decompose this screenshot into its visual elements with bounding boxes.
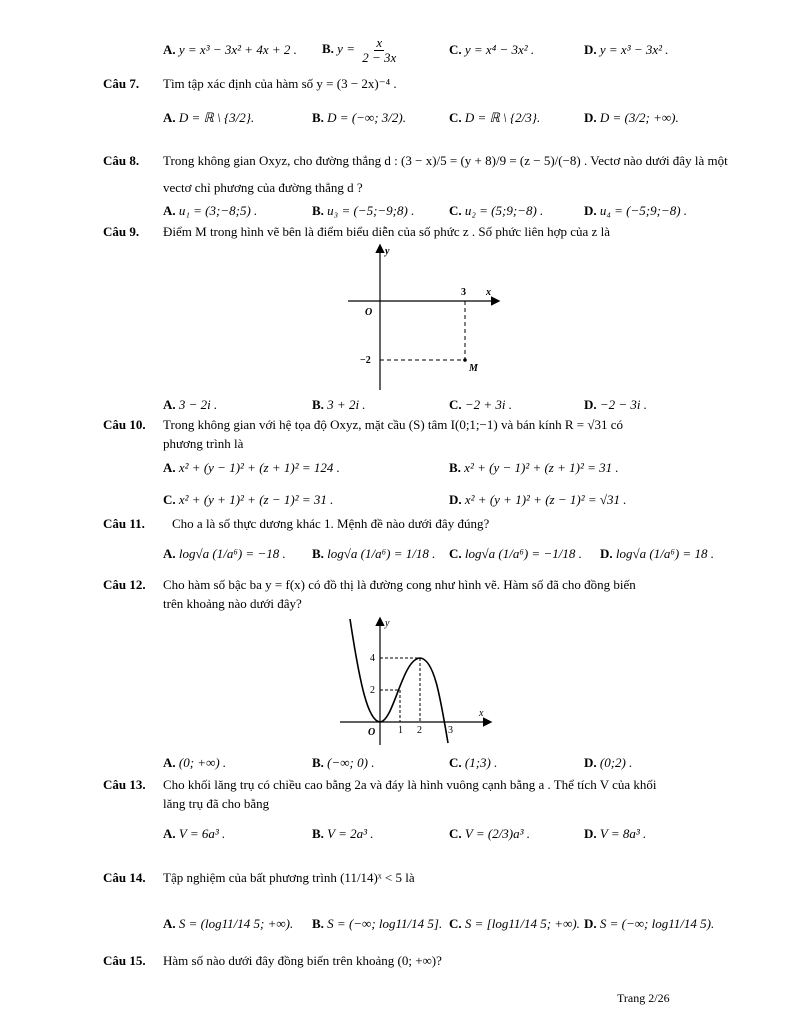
q9-option-a: A. 3 − 2i . [163, 397, 218, 412]
tick-y2: 2 [370, 685, 375, 696]
q7-option-a: A. D = ℝ \ {3/2}. [163, 110, 255, 125]
q6-option-c: C. y = x⁴ − 3x² . [449, 42, 535, 57]
q8-option-c: C. u₂ = (5;9;−8) . [449, 203, 544, 218]
q12-option-d: D. (0;2) . [584, 755, 633, 770]
question-text: Điểm M trong hình vẽ bên là điểm biểu diễn của số phức z . Số phức liên hợp của z là [163, 224, 610, 239]
tick-3: 3 [461, 287, 466, 298]
question-text-continued: vectơ chỉ phương của đường thẳng d ? [163, 180, 363, 195]
q9-option-c: C. −2 + 3i . [449, 397, 513, 412]
question-text: Hàm số nào dưới đây đồng biến trên khoảng (0; +∞)? [163, 953, 442, 968]
q11-option-c: C. log√a (1/a⁶) = −1/18 . [449, 546, 582, 561]
origin-label: O [365, 307, 373, 318]
cubic-graph-figure [336, 615, 496, 747]
question-number: Câu 14. [103, 870, 146, 885]
q8-option-b: B. u₃ = (−5;−9;8) . [312, 203, 415, 218]
y-label: y [385, 246, 390, 257]
q12-option-a: A. (0; +∞) . [163, 755, 227, 770]
question-text: Cho khối lăng trụ có chiều cao bằng 2a và đáy là hình vuông cạnh bằng a . Thể tích V của khối [163, 777, 657, 792]
question-text: Cho hàm số bậc ba y = f(x) có đồ thị là đường cong như hình vẽ. Hàm số đã cho đồng biến [163, 577, 636, 592]
question-text: Trong không gian với hệ tọa độ Oxyz, mặt cầu (S) tâm I(0;1;−1) và bán kính R = √31 có [163, 417, 624, 432]
q8-option-a: A. u₁ = (3;−8;5) . [163, 203, 258, 218]
m-label: M [469, 363, 478, 374]
q10-option-a: A. x² + (y − 1)² + (z + 1)² = 124 . [163, 460, 340, 475]
q7-option-d: D. D = (3/2; +∞). [584, 110, 679, 125]
tick-y4: 4 [370, 653, 375, 664]
question-number: Câu 8. [103, 153, 140, 168]
q14-option-c: C. S = [log11/14 5; +∞). [449, 916, 580, 931]
q11-option-b: B. log√a (1/a⁶) = 1/18 . [312, 546, 436, 561]
q6-option-a: A. y = x³ − 3x² + 4x + 2 . [163, 42, 297, 57]
q12-option-b: B. (−∞; 0) . [312, 755, 375, 770]
q9-option-b: B. 3 + 2i . [312, 397, 366, 412]
point-m [463, 358, 467, 362]
page-number: Trang 2/26 [617, 991, 670, 1005]
q11-option-d: D. log√a (1/a⁶) = 18 . [600, 546, 714, 561]
q13-option-b: B. V = 2a³ . [312, 826, 374, 841]
q14-option-d: D. S = (−∞; log11/14 5). [584, 916, 715, 931]
y-label: y [385, 618, 390, 629]
question-text: Tập nghiệm của bất phương trình (11/14)ˣ < 5 là [163, 870, 415, 885]
origin-label: O [368, 727, 376, 738]
tick-x2: 2 [417, 725, 422, 736]
question-number: Câu 9. [103, 224, 140, 239]
tick-minus-2: −2 [360, 355, 371, 366]
q6-option-d: D. y = x³ − 3x² . [584, 42, 669, 57]
question-number: Câu 12. [103, 577, 146, 592]
tick-x1: 1 [398, 725, 403, 736]
x-label: x [486, 287, 491, 298]
tick-x3: 3 [448, 725, 453, 736]
q7-option-b: B. D = (−∞; 3/2). [312, 110, 406, 125]
question-number: Câu 11. [103, 516, 145, 531]
q14-option-b: B. S = (−∞; log11/14 5]. [312, 916, 443, 931]
q10-option-c: C. x² + (y + 1)² + (z − 1)² = 31 . [163, 492, 334, 507]
q8-option-d: D. u₄ = (−5;9;−8) . [584, 203, 688, 218]
q13-option-a: A. V = 6a³ . [163, 826, 226, 841]
q14-option-a: A. S = (log11/14 5; +∞). [163, 916, 294, 931]
q13-option-c: C. V = (2/3)a³ . [449, 826, 531, 841]
q6-option-b: B. y = $\frac{x}{2 - 3x}$ [322, 35, 397, 65]
question-text: Cho a là số thực dương khác 1. Mệnh đề nào dưới đây đúng? [172, 516, 490, 531]
q9-option-d: D. −2 − 3i . [584, 397, 648, 412]
question-text-continued: trên khoảng nào dưới đây? [163, 596, 302, 611]
q11-option-a: A. log√a (1/a⁶) = −18 . [163, 546, 286, 561]
q12-option-c: C. (1;3) . [449, 755, 498, 770]
q13-option-d: D. V = 8a³ . [584, 826, 647, 841]
complex-plane-figure [340, 240, 510, 392]
question-text: Tìm tập xác định của hàm số y = (3 − 2x)⁻⁴ . [163, 76, 397, 91]
q7-option-c: C. D = ℝ \ {2/3}. [449, 110, 541, 125]
question-text-continued: lăng trụ đã cho bằng [163, 796, 270, 811]
question-text: Trong không gian Oxyz, cho đường thẳng d : (3 − x)/5 = (y + 8)/9 = (z − 5)/(−8) . Vectơ nào dưới đây là một [163, 153, 728, 168]
question-number: Câu 15. [103, 953, 146, 968]
q10-option-b: B. x² + (y − 1)² + (z + 1)² = 31 . [449, 460, 619, 475]
x-label: x [479, 708, 484, 719]
q10-option-d: D. x² + (y + 1)² + (z − 1)² = √31 . [449, 492, 627, 507]
question-number: Câu 7. [103, 76, 140, 91]
question-number: Câu 13. [103, 777, 146, 792]
question-text-continued: phương trình là [163, 436, 244, 451]
question-number: Câu 10. [103, 417, 146, 432]
